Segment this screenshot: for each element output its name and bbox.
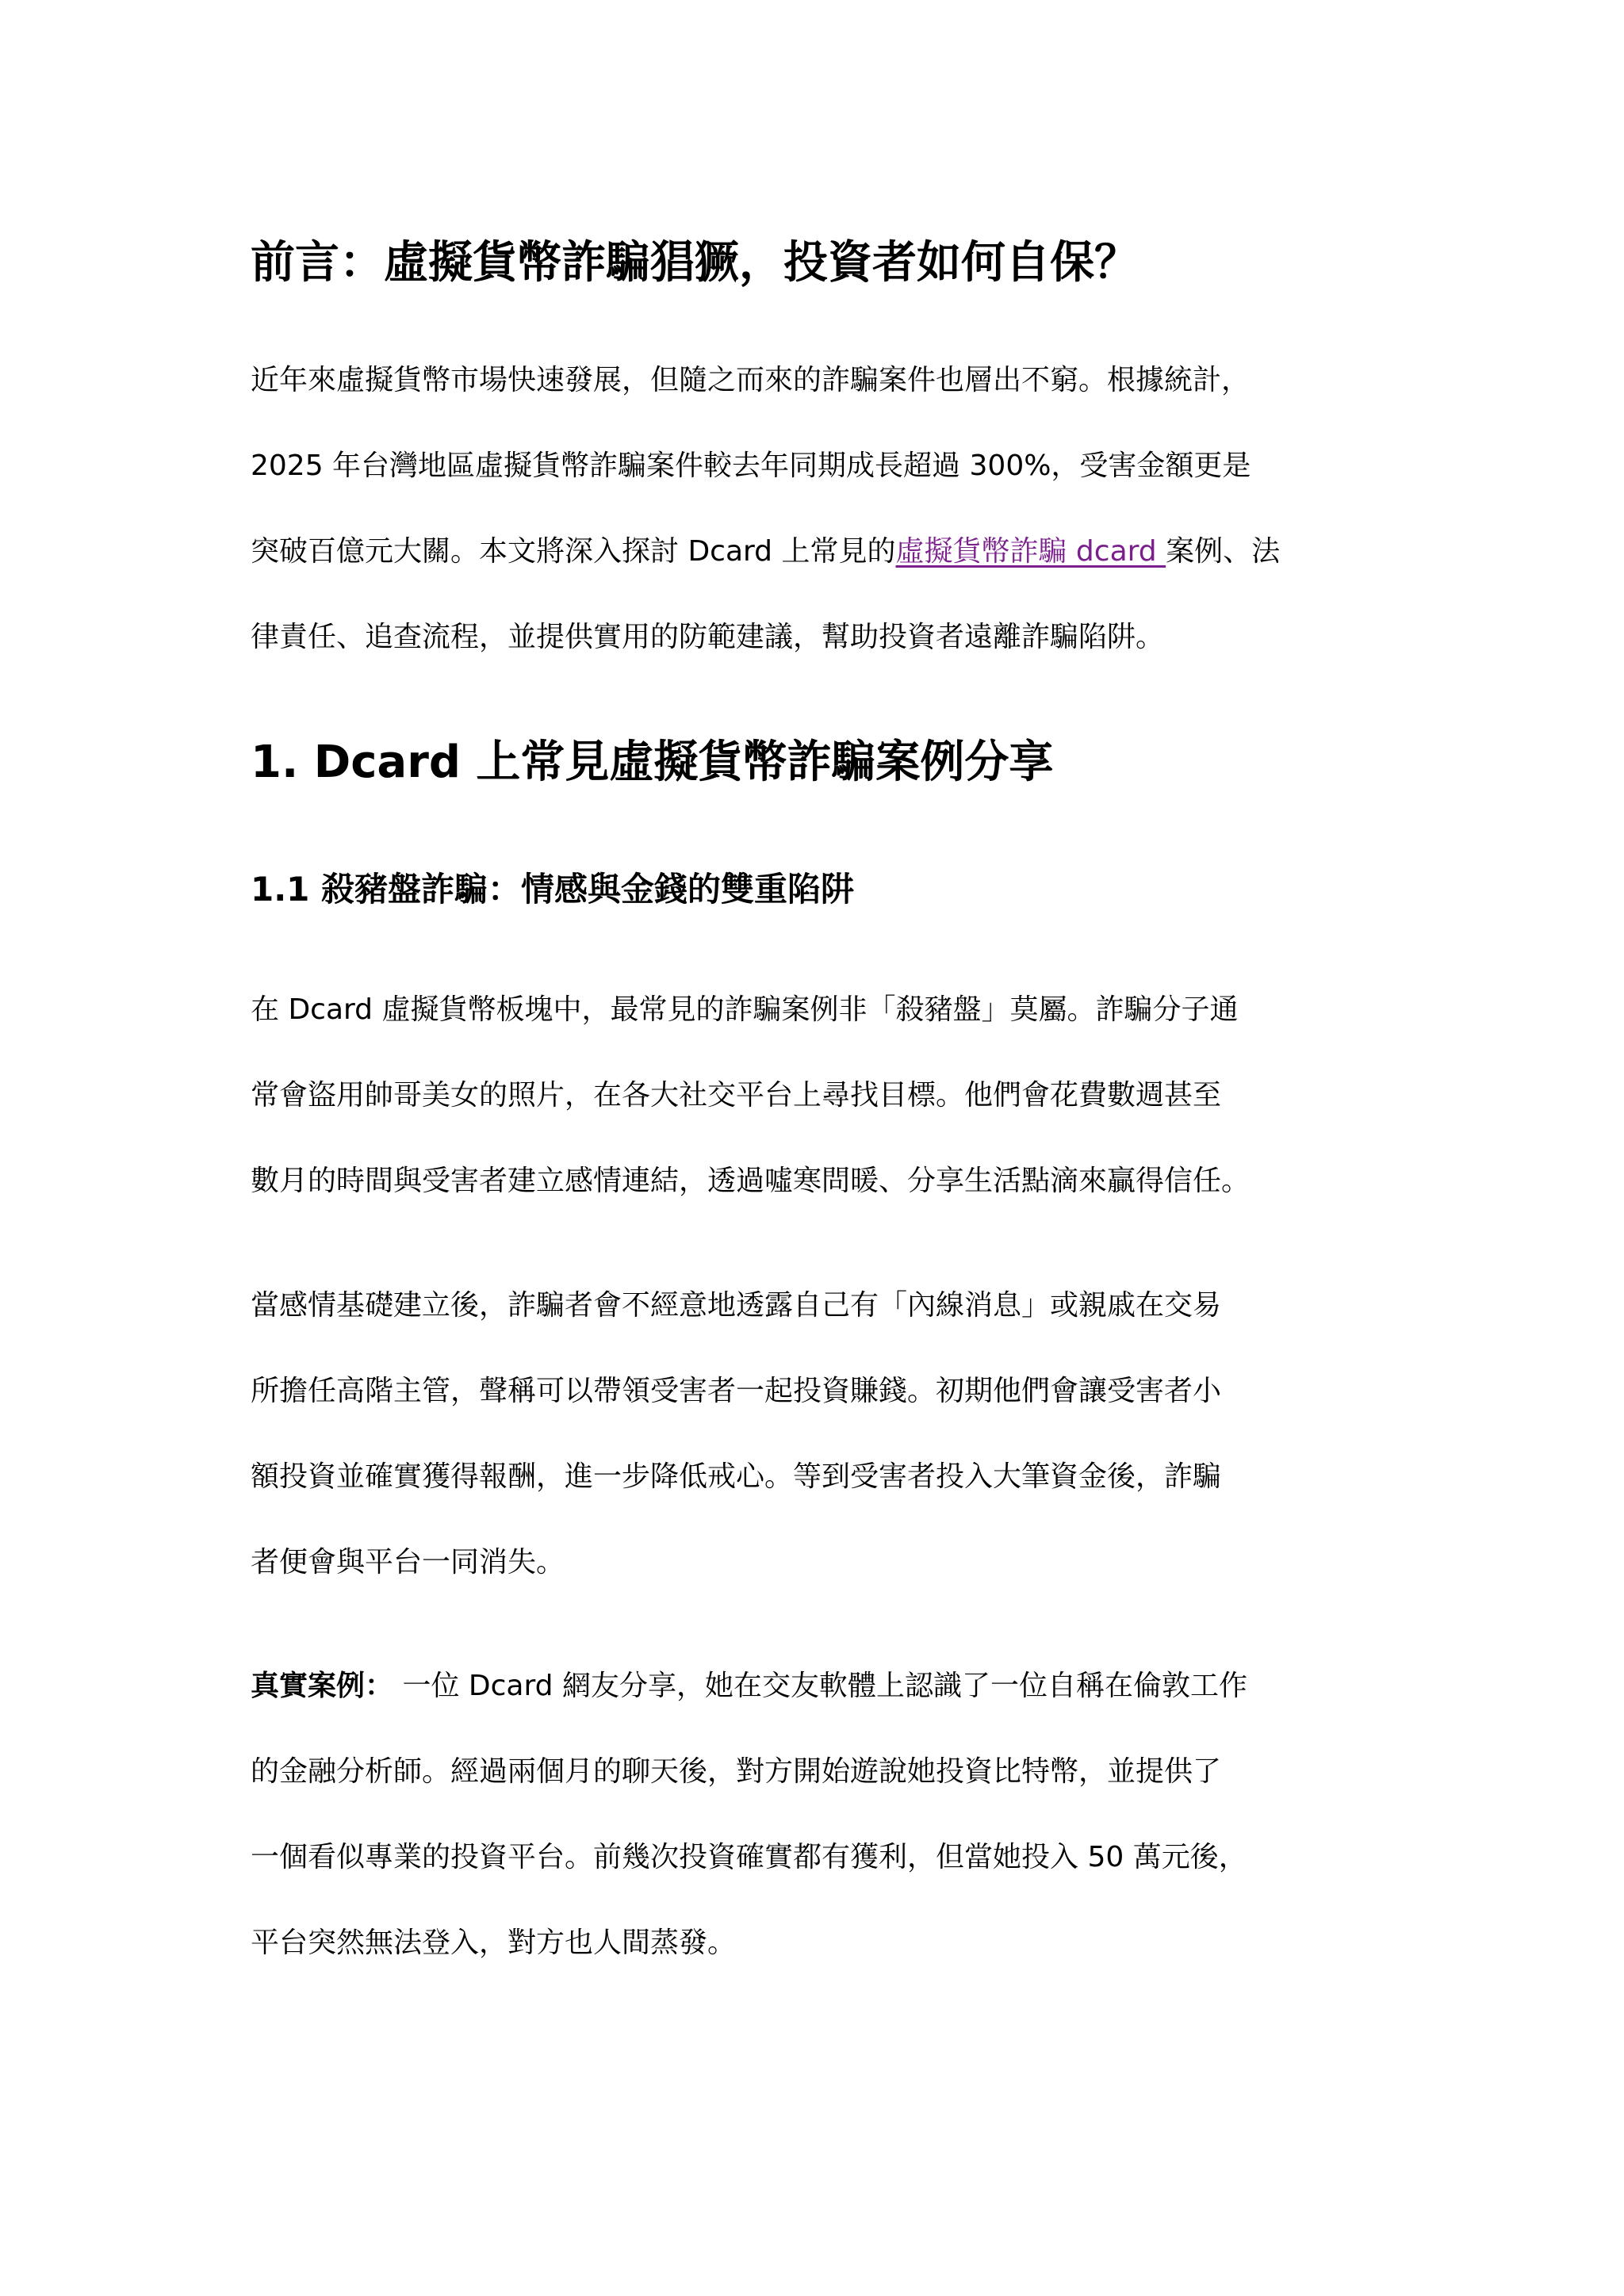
para1-line-2: 常會盜用帥哥美女的照片，在各大社交平台上尋找目標。他們會花費數週甚至 bbox=[251, 1079, 1222, 1112]
intro-line-3-post: 案例、法 bbox=[1166, 535, 1281, 568]
intro-heading: 前言：虛擬貨幣詐騙猖獗，投資者如何自保？ bbox=[251, 237, 1139, 289]
para1-line-1: 在 Dcard 虛擬貨幣板塊中，最常見的詐騙案例非「殺豬盤」莫屬。詐騙分子通 bbox=[251, 993, 1239, 1026]
subsection-1-1-heading: 1.1 殺豬盤詐騙：情感與金錢的雙重陷阱 bbox=[251, 870, 855, 909]
case-line-1 bbox=[251, 1667, 1247, 1705]
intro-line-3-pre: 突破百億元大關。本文將深入探討 Dcard 上常見的 bbox=[251, 535, 896, 568]
case-label: 真實案例： bbox=[251, 1670, 394, 1702]
para2-line-4: 者便會與平台一同消失。 bbox=[251, 1546, 565, 1578]
para2-line-2: 所擔任高階主管，聲稱可以帶領受害者一起投資賺錢。初期他們會讓受害者小 bbox=[251, 1375, 1222, 1407]
intro-line-3 bbox=[251, 533, 1280, 571]
section1-heading: 1. Dcard 上常見虛擬貨幣詐騙案例分享 bbox=[251, 737, 1054, 788]
scam-dcard-link[interactable]: 虛擬貨幣詐騙 dcard bbox=[895, 535, 1166, 568]
para2-line-3: 額投資並確實獲得報酬，進一步降低戒心。等到受害者投入大筆資金後，詐騙 bbox=[251, 1460, 1222, 1493]
para2-line-1: 當感情基礎建立後，詐騙者會不經意地透露自己有「內線消息」或親戚在交易 bbox=[251, 1289, 1222, 1322]
para1-line-3: 數月的時間與受害者建立感情連結，透過噓寒問暖、分享生活點滴來贏得信任。 bbox=[251, 1165, 1251, 1197]
intro-line-2: 2025 年台灣地區虛擬貨幣詐騙案件較去年同期成長超過 300%，受害金額更是 bbox=[251, 450, 1251, 482]
intro-line-1: 近年來虛擬貨幣市場快速發展，但隨之而來的詐騙案件也層出不窮。根據統計， bbox=[251, 364, 1251, 396]
case-line-2: 的金融分析師。經過兩個月的聊天後，對方開始遊說她投資比特幣，並提供了 bbox=[251, 1755, 1222, 1788]
case-line-4: 平台突然無法登入，對方也人間蒸發。 bbox=[251, 1927, 737, 1959]
intro-line-4: 律責任、追查流程，並提供實用的防範建議，幫助投資者遠離詐騙陷阱。 bbox=[251, 621, 1165, 653]
case-line-3: 一個看似專業的投資平台。前幾次投資確實都有獲利，但當她投入 50 萬元後， bbox=[251, 1841, 1247, 1873]
case-line-1-text: 一位 Dcard 網友分享，她在交友軟體上認識了一位自稱在倫敦工作 bbox=[393, 1670, 1247, 1702]
